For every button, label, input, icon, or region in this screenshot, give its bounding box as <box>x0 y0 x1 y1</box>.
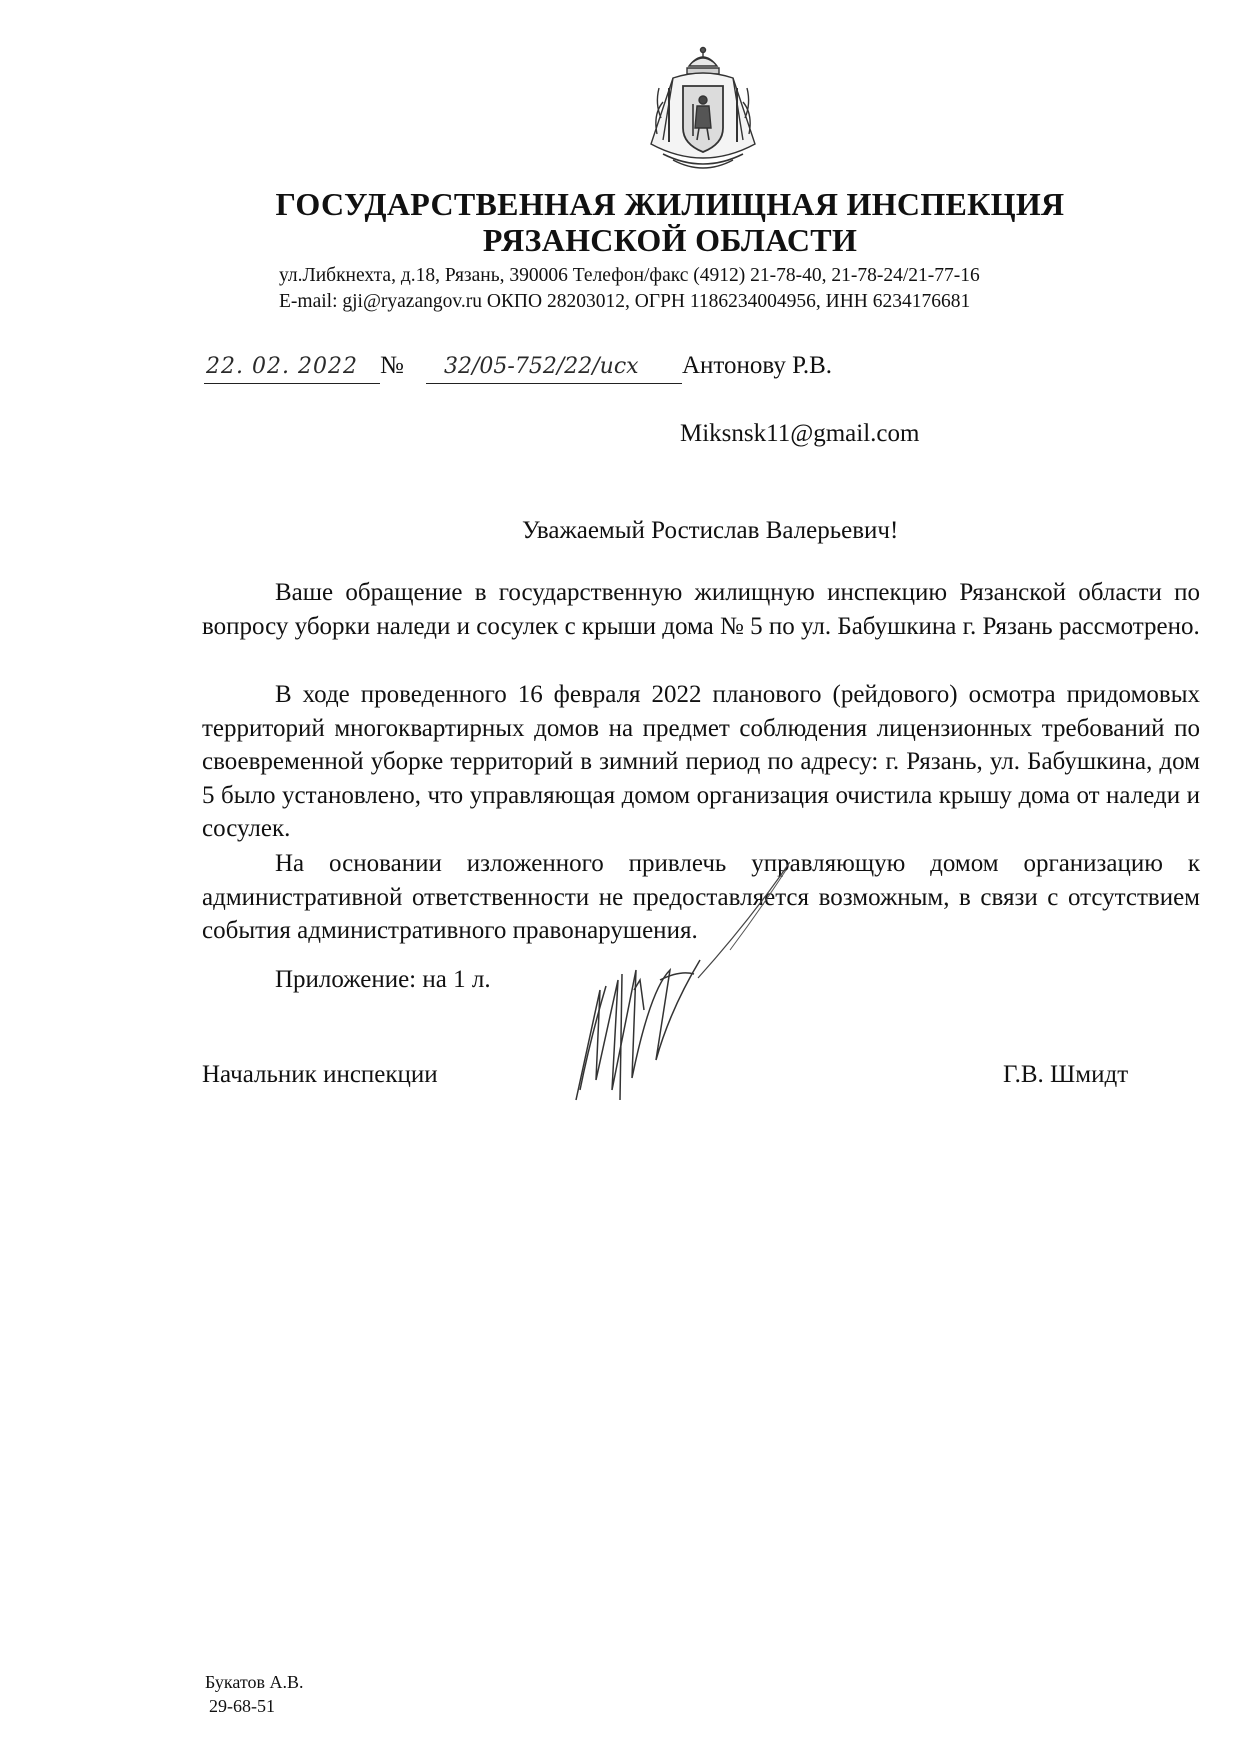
contact-codes-line: E-mail: gji@ryazangov.ru ОКПО 28203012, ОГРН 1186234004956, ИНН 6234176681 <box>279 291 971 312</box>
signature-scribble-icon <box>560 950 720 1120</box>
ryazan-coat-of-arms-icon <box>633 44 773 180</box>
letter-paragraph-1: Ваше обращение в государственную жилищную инспекцию Рязанской области по вопросу уборки наледи и сосулек с крыши дома № 5 по ул. Бабушкина г. Рязань рассмотрено. <box>202 579 1200 640</box>
recipient-name: Антонову Р.В. <box>682 352 833 379</box>
executor-name: Букатов А.В. <box>205 1672 304 1692</box>
signatory-position: Начальник инспекции <box>202 1061 438 1088</box>
executor-phone: 29-68-51 <box>209 1696 275 1716</box>
executor-info <box>205 1670 304 1718</box>
organization-title: ГОСУДАРСТВЕННАЯ ЖИЛИЩНАЯ ИНСПЕКЦИЯ <box>275 186 1065 222</box>
registration-number-sign: № <box>380 352 404 379</box>
registration-line <box>204 350 904 390</box>
signatory-name: Г.В. Шмидт <box>1003 1061 1129 1088</box>
recipient-email: Miksnsk11@gmail.com <box>680 420 920 447</box>
organization-region: РЯЗАНСКОЙ ОБЛАСТИ <box>482 222 858 258</box>
registration-date: 22. 02. 2022 <box>206 354 358 379</box>
registration-number: 32/05-752/22/исх <box>444 354 639 379</box>
greeting: Уважаемый Ростислав Валерьевич! <box>522 517 899 544</box>
letter-paragraph-3: На основании изложенного привлечь управляющую домом организацию к административной ответственности не предоставляется возможным, в связи с отсутствием события административного правонарушения. <box>202 850 1200 944</box>
attachment-note: Приложение: на 1 л. <box>275 966 491 993</box>
letter-paragraph-2: В ходе проведенного 16 февраля 2022 планового (рейдового) осмотра придомовых территорий многоквартирных домов на предмет соблюдения лицензионных требований по своевременной уборке территорий в зимний период по адресу: г. Рязань, ул. Бабушкина, дом 5 было установлено, что управляющая домом организация очистила крышу дома от наледи и сосулек. <box>202 681 1200 842</box>
contact-address-line: ул.Либкнехта, д.18, Рязань, 390006 Телефон/факс (4912) 21-78-40, 21-78-24/21-77-16 <box>279 265 980 286</box>
